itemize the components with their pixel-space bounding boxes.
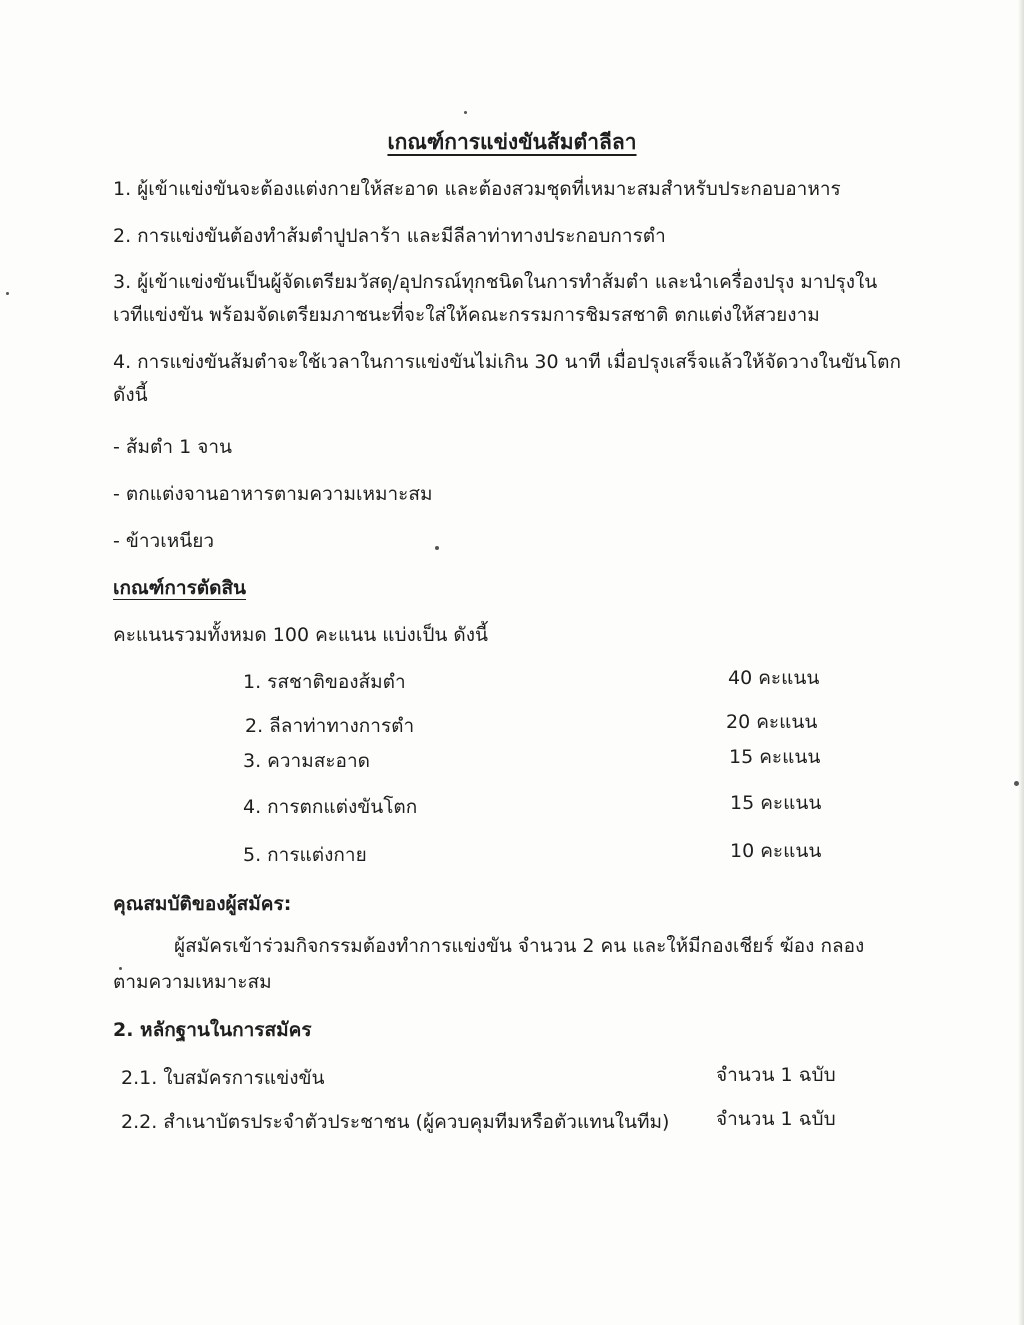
criterion-label: 2. ลีลาท่าทางการตำ [245, 715, 415, 737]
criterion-score: 15 คะแนน [729, 746, 821, 768]
scan-speck [119, 967, 122, 970]
document-title: เกณฑ์การแข่งขันส้มตำลีลา [387, 130, 637, 154]
rule-1: 1. ผู้เข้าแข่งขันจะต้องแต่งกายให้สะอาด และต้องสวมชุดที่เหมาะสมสำหรับประกอบอาหาร [113, 178, 841, 200]
evidence-item-label: 2.1. ใบสมัครการแข่งขัน [121, 1067, 325, 1089]
list-item: - ข้าวเหนียว [113, 530, 215, 552]
list-item: - ตกแต่งจานอาหารตามความเหมาะสม [113, 483, 433, 505]
judging-intro: คะแนนรวมทั้งหมด 100 คะแนน แบ่งเป็น ดังนี้ [113, 624, 489, 646]
criterion-label: 5. การแต่งกาย [243, 844, 367, 866]
rule-4-continued: ดังนี้ [113, 384, 148, 406]
qualifications-text-continued: ตามความเหมาะสม [113, 971, 272, 993]
criterion-label: 4. การตกแต่งขันโตก [243, 796, 418, 818]
scan-edge-shadow [1018, 0, 1024, 1325]
evidence-item-qty: จำนวน 1 ฉบับ [716, 1108, 836, 1130]
scan-speck [6, 292, 9, 295]
evidence-heading: 2. หลักฐานในการสมัคร [113, 1019, 312, 1041]
criterion-score: 20 คะแนน [726, 711, 818, 733]
criterion-score: 40 คะแนน [728, 667, 820, 689]
criterion-score: 10 คะแนน [730, 840, 822, 862]
rule-3-continued: เวทีแข่งขัน พร้อมจัดเตรียมภาชนะที่จะใส่ให้คณะกรรมการชิมรสชาติ ตกแต่งให้สวยงาม [113, 304, 820, 326]
judging-heading: เกณฑ์การตัดสิน [113, 577, 247, 599]
qualifications-heading: คุณสมบัติของผู้สมัคร: [113, 893, 292, 915]
evidence-item-label: 2.2. สำเนาบัตรประจำตัวประชาชน (ผู้ควบคุมทีมหรือตัวแทนในทีม) [121, 1111, 670, 1133]
evidence-item-qty: จำนวน 1 ฉบับ [716, 1064, 836, 1086]
criterion-label: 1. รสชาติของส้มตำ [243, 671, 406, 693]
criterion-label: 3. ความสะอาด [243, 750, 370, 772]
scan-speck [464, 111, 467, 114]
rule-2: 2. การแข่งขันต้องทำส้มตำปูปลาร้า และมีลีลาท่าทางประกอบการตำ [113, 225, 666, 247]
scan-speck [435, 546, 439, 550]
list-item: - ส้มตำ 1 จาน [113, 436, 232, 458]
criterion-score: 15 คะแนน [730, 792, 822, 814]
rule-3: 3. ผู้เข้าแข่งขันเป็นผู้จัดเตรียมวัสดุ/อุปกรณ์ทุกชนิดในการทำส้มตำ และนำเครื่องปรุง มาปรุงใน [113, 271, 878, 293]
qualifications-text: ผู้สมัครเข้าร่วมกิจกรรมต้องทำการแข่งขัน จำนวน 2 คน และให้มีกองเชียร์ ฆ้อง กลอง [174, 935, 865, 957]
rule-4: 4. การแข่งขันส้มตำจะใช้เวลาในการแข่งขันไม่เกิน 30 นาที เมื่อปรุงเสร็จแล้วให้จัดวางในขันโตก [113, 351, 901, 373]
